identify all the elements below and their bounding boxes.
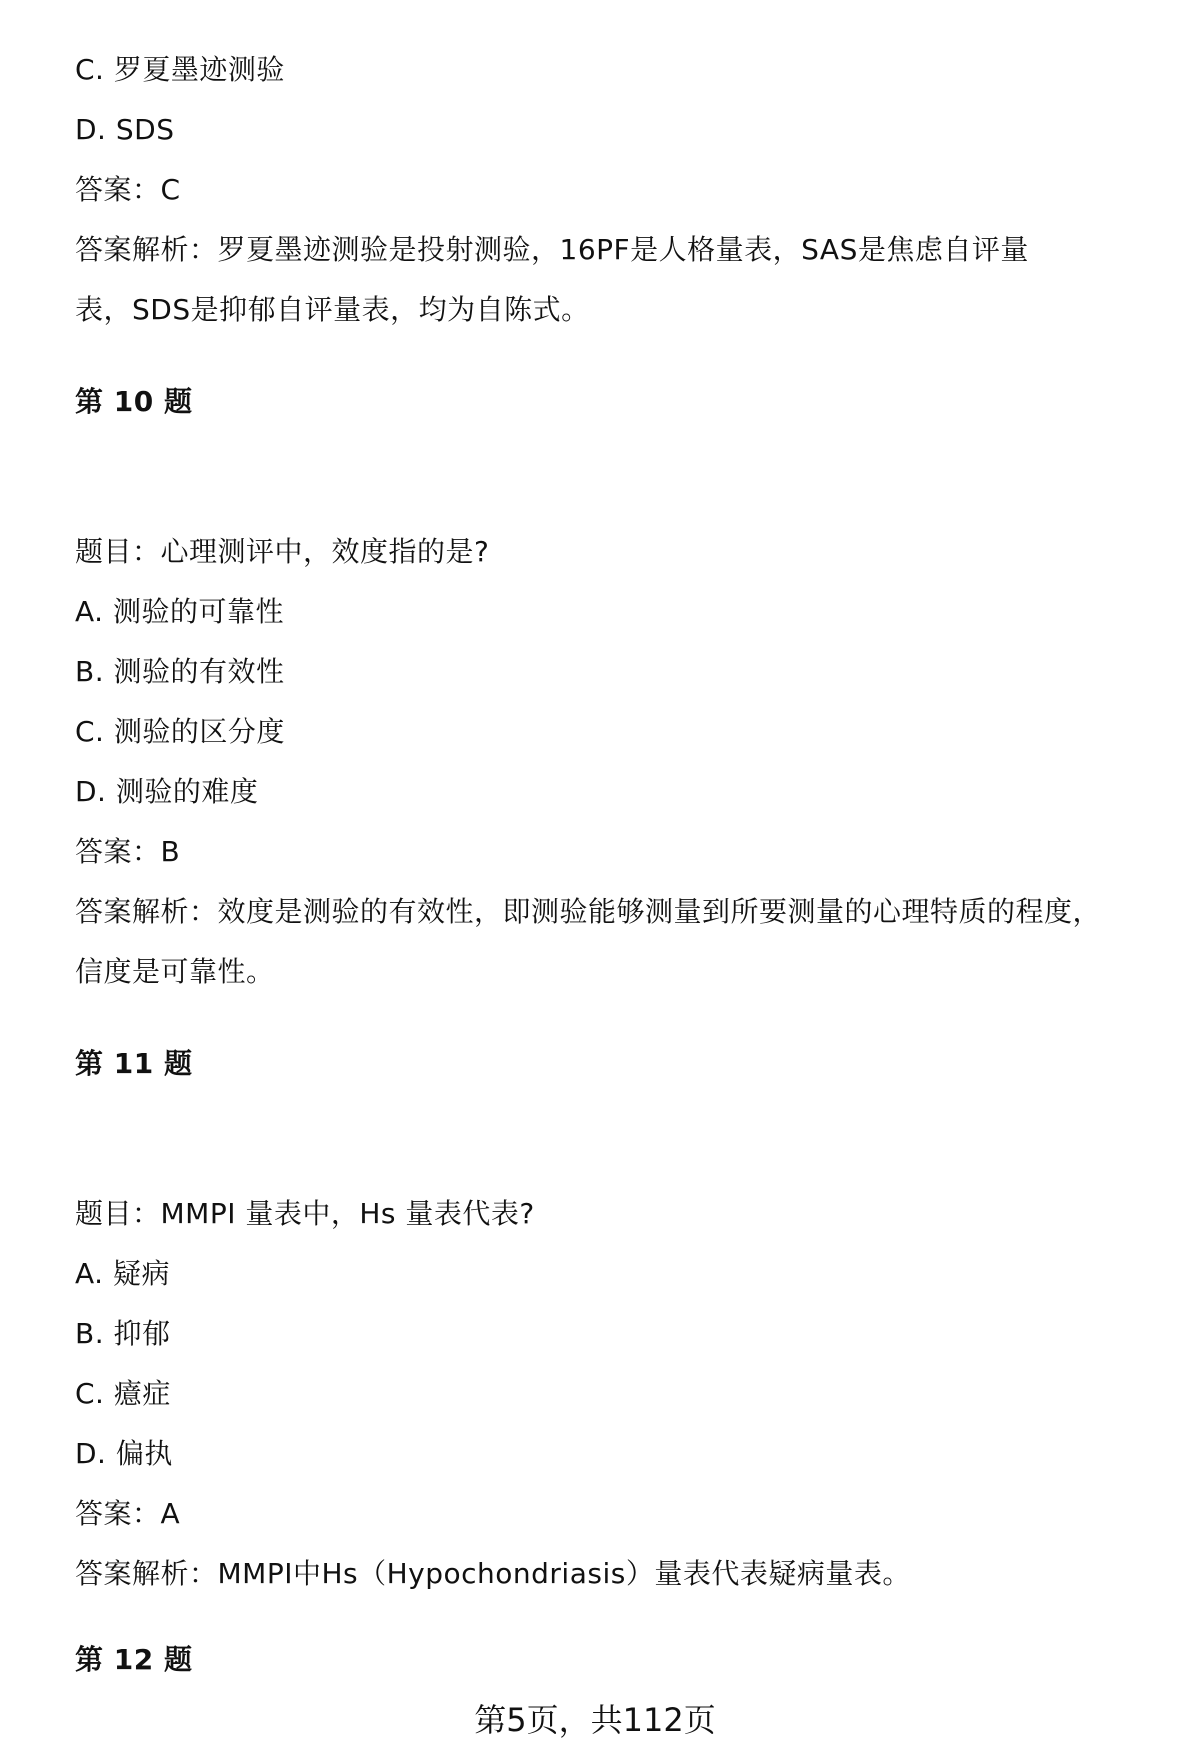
q10-answer: 答案：B [75,835,181,868]
q11-question: 题目：MMPI 量表中，Hs 量表代表? [75,1197,535,1230]
q12-heading: 第 12 题 [75,1643,193,1676]
q10-analysis-line2: 信度是可靠性。 [75,955,275,988]
q10-option-a: A. 测验的可靠性 [75,595,284,628]
q11-option-a: A. 疑病 [75,1257,170,1290]
q9-analysis-line2: 表，SDS是抑郁自评量表，均为自陈式。 [75,293,590,326]
q11-answer: 答案：A [75,1497,181,1530]
q10-heading: 第 10 题 [75,385,193,418]
q9-answer: 答案：C [75,173,181,206]
q11-heading: 第 11 题 [75,1047,193,1080]
q10-option-c: C. 测验的区分度 [75,715,285,748]
q11-option-d: D. 偏执 [75,1437,173,1470]
q9-option-c: C. 罗夏墨迹测验 [75,53,285,86]
q9-analysis-line1: 答案解析：罗夏墨迹测验是投射测验，16PF是人格量表，SAS是焦虑自评量 [75,233,1029,266]
q10-analysis-line1: 答案解析：效度是测验的有效性，即测验能够测量到所要测量的心理特质的程度， [75,895,1102,928]
q11-analysis-line1: 答案解析：MMPI中Hs（Hypochondriasis）量表代表疑病量表。 [75,1557,911,1590]
q10-option-d: D. 测验的难度 [75,775,259,808]
q9-option-d: D. SDS [75,113,175,146]
q10-option-b: B. 测验的有效性 [75,655,285,688]
q10-question: 题目：心理测评中，效度指的是? [75,535,490,568]
q11-option-b: B. 抑郁 [75,1317,171,1350]
q11-option-c: C. 癔症 [75,1377,171,1410]
page-number-footer: 第5页，共112页 [474,1701,716,1739]
